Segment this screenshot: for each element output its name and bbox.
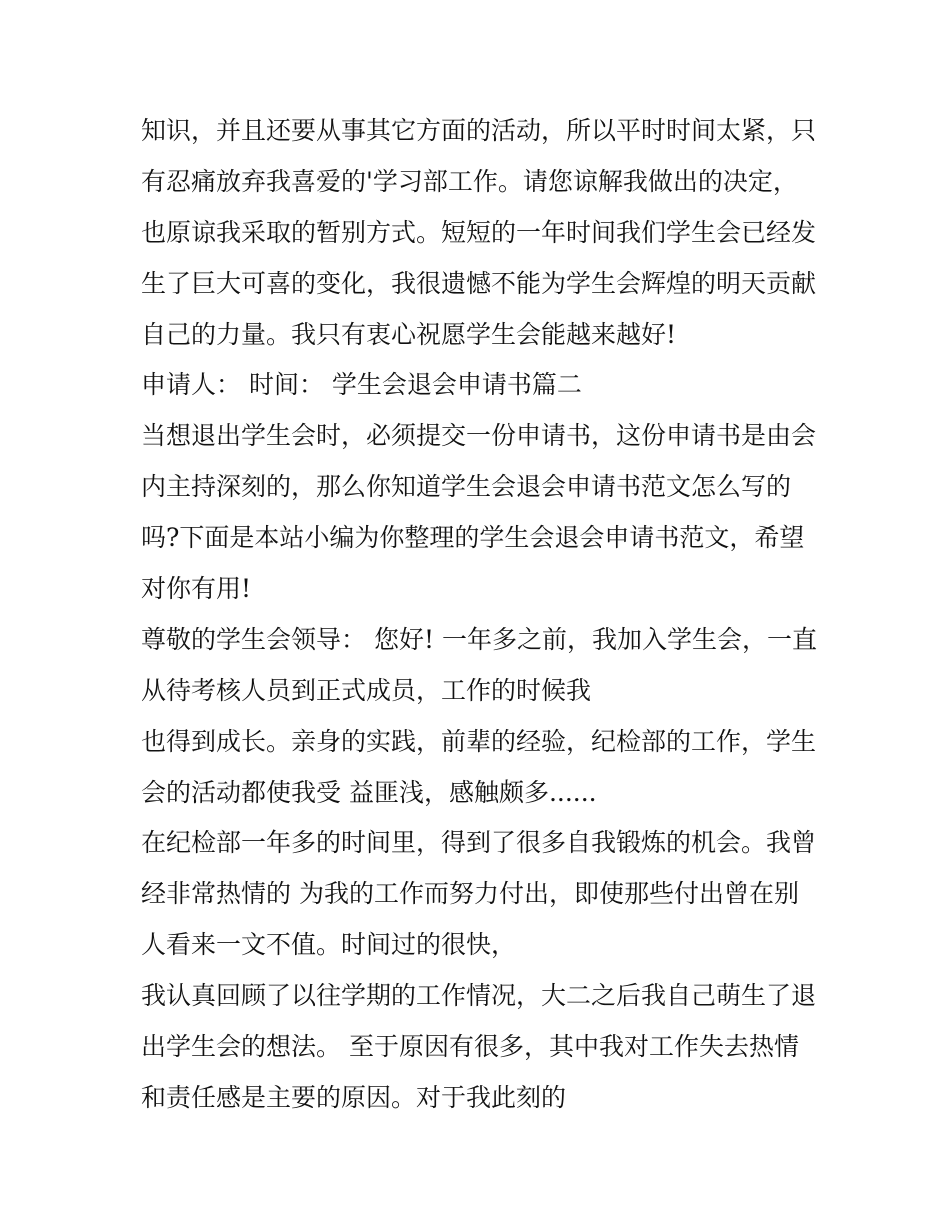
- text-line: 在纪检部一年多的时间里，得到了很多自我锻炼的机会。我曾: [141, 828, 817, 858]
- text-line: 我认真回顾了以往学期的工作情况，大二之后我自己萌生了退: [141, 981, 817, 1011]
- text-line: 内主持深刻的，那么你知道学生会退会申请书范文怎么写的: [141, 472, 792, 502]
- text-line: 生了巨大可喜的变化，我很遗憾不能为学生会辉煌的明天贡献: [141, 268, 817, 298]
- text-line: 经非常热情的 为我的工作而努力付出，即使那些付出曾在别: [141, 879, 799, 909]
- text-line: 有忍痛放弃我喜爱的'学习部工作。请您谅解我做出的决定，: [141, 166, 798, 196]
- text-line: 对你有用!: [141, 574, 252, 604]
- text-line: 当想退出学生会时，必须提交一份申请书，这份申请书是由会: [141, 421, 817, 451]
- text-line: 会的活动都使我受 益匪浅，感触颇多......: [141, 777, 597, 807]
- text-line: 也原谅我采取的暂别方式。短短的一年时间我们学生会已经发: [141, 217, 817, 247]
- text-line: 和责任感是主要的原因。对于我此刻的: [141, 1082, 567, 1112]
- signature-line: 申请人： 时间： 学生会退会申请书篇二: [141, 370, 582, 400]
- text-line: 出学生会的想法。 至于原因有很多，其中我对工作失去热情: [141, 1032, 799, 1062]
- text-line: 知识，并且还要从事其它方面的活动，所以平时时间太紧，只: [141, 116, 817, 145]
- salutation-line: 尊敬的学生会领导： 您好! 一年多之前，我加入学生会，一直: [141, 624, 817, 654]
- document-body: [141, 106, 821, 1124]
- text-line: 吗?下面是本站小编为你整理的学生会退会申请书范文，希望: [141, 523, 805, 553]
- text-line: 自己的力量。我只有衷心祝愿学生会能越来越好!: [141, 319, 677, 349]
- text-line: 也得到成长。亲身的实践，前辈的经验，纪检部的工作，学生: [141, 726, 817, 756]
- text-line: 从待考核人员到正式成员，工作的时候我: [141, 675, 592, 705]
- text-line: 人看来一文不值。时间过的很快，: [141, 930, 517, 960]
